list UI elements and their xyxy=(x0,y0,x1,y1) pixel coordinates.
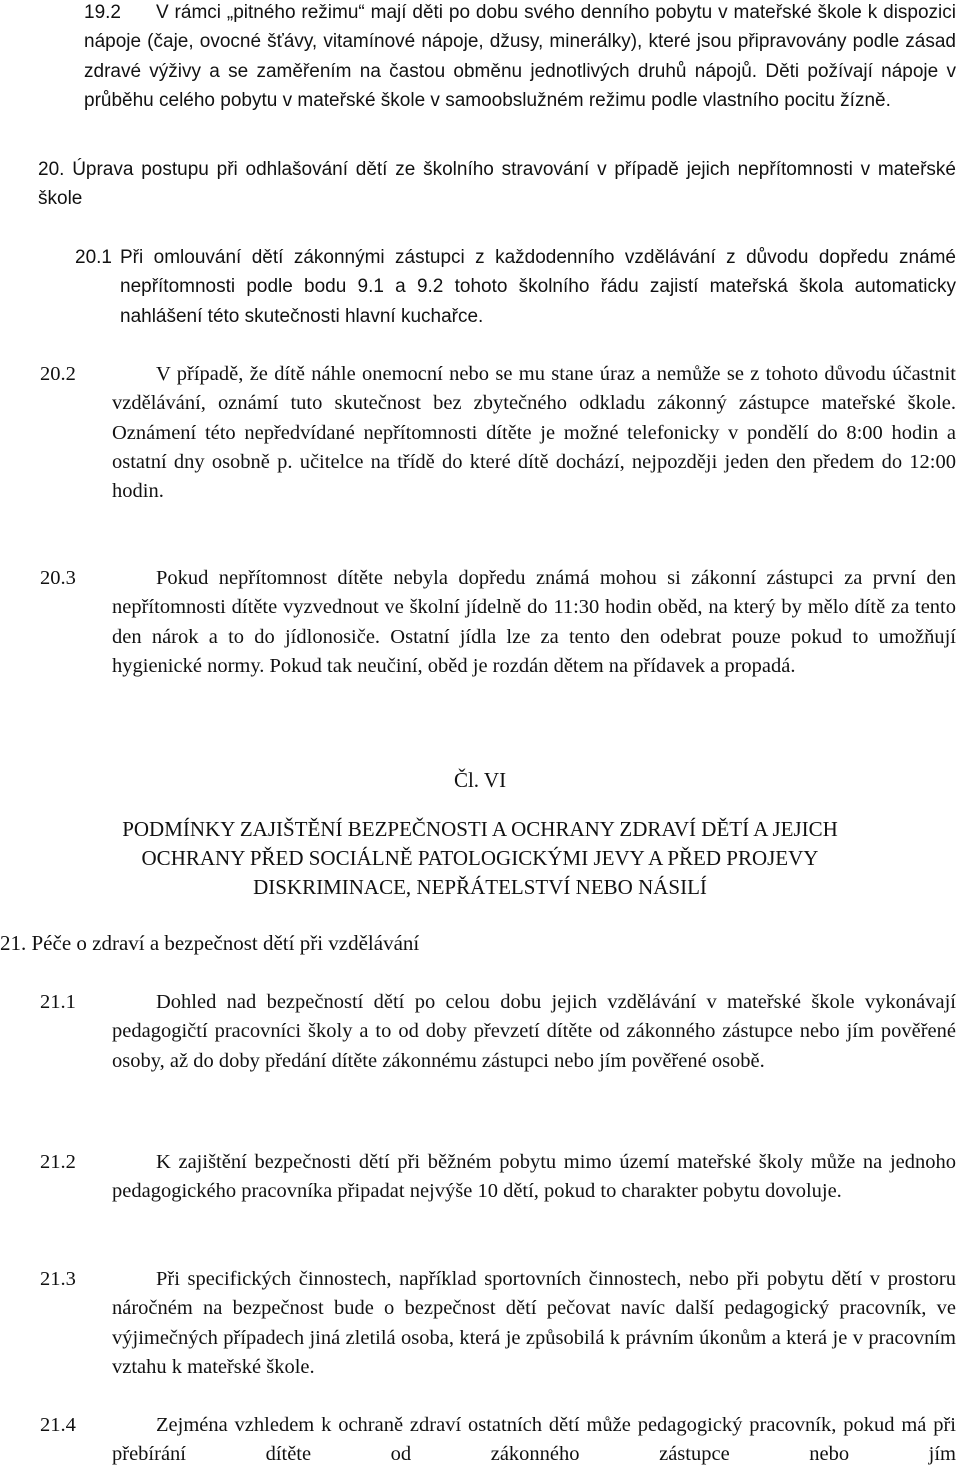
paragraph-number: 21.4 xyxy=(40,1414,76,1436)
paragraph-number: 20.1 xyxy=(75,247,112,268)
paragraph-20-1 xyxy=(75,243,956,331)
paragraph-20-2 xyxy=(40,360,956,506)
paragraph-text: Při specifických činnostech, například sportovních činnostech, nebo při pobytu dětí v prostoru náročném na bezpečnost bude o bezpečnost dětí pečovat navíc další pedagogický pracovník, ve výjimečných případech jiná zletilá osoba, která je způsobilá k právním úkonům a která je v pracovním vztahu k mateřské škole. xyxy=(112,1268,956,1378)
paragraph-21-4 xyxy=(40,1411,956,1470)
paragraph-text: Při omlouvání dětí zákonnými zástupci z každodenního vzdělávání z důvodu dopředu známé nepřítomnosti podle bodu 9.1 a 9.2 tohoto školního řádu zajistí mateřská škola automaticky nahlášení této skutečnosti hlavní kuchařce. xyxy=(120,247,956,327)
paragraph-text: Pokud nepřítomnost dítěte nebyla dopředu známá mohou si zákonní zástupci za první den nepřítomnosti dítěte vyzvednout ve školní jídelně do 11:30 hodin oběd, na který by mělo dítě za tento den nárok a to do jídlonosiče. Ostatní jídla lze za tento den odebrat pouze pokud to umožňují hygienické normy. Pokud tak neučiní, oběd je rozdán dětem na přídavek a propadá. xyxy=(112,567,956,677)
section-heading-20 xyxy=(38,155,956,214)
paragraph-text: K zajištění bezpečnosti dětí při běžném pobytu mimo území mateřské školy může na jednoho pedagogického pracovníka připadat nejvýše 10 dětí, pokud to charakter pobytu dovoluje. xyxy=(112,1151,956,1203)
paragraph-number: 20.2 xyxy=(40,363,76,385)
chapter-title-line-1: PODMÍNKY ZAJIŠTĚNÍ BEZPEČNOSTI A OCHRANY ZDRAVÍ DĚTÍ A JEJICH xyxy=(122,817,838,841)
section-heading-21: 21. Péče o zdraví a bezpečnost dětí při vzdělávání xyxy=(0,931,420,955)
paragraph-20-3 xyxy=(40,564,956,681)
paragraph-number: 20.3 xyxy=(40,567,76,589)
paragraph-text: Zejména vzhledem k ochraně zdraví ostatních dětí může pedagogický pracovník, pokud má při přebírání dítěte od zákonného zástupce nebo jím xyxy=(112,1414,956,1466)
paragraph-19-2 xyxy=(84,0,956,115)
paragraph-text: V rámci „pitného režimu“ mají děti po dobu svého denního pobytu v mateřské škole k dispozici nápoje (čaje, ovocné šťávy, vitamínové nápoje, džusy, minerálky), které jsou připravovány podle zásad zdravé výživy a se zaměřením na častou obměnu jednotlivých druhů nápojů. Děti požívají nápoje v průběhu celého pobytu v mateřské škole v samoobslužném režimu podle vlastního pocitu žízně. xyxy=(84,2,956,111)
paragraph-text: Dohled nad bezpečností dětí po celou dobu jejich vzdělávání v mateřské škole vykonávají pedagogičtí pracovníci školy a to od doby převzetí dítěte od zákonného zástupce nebo jím pověřené osoby, až do doby předání dítěte zákonnému zástupci nebo jím pověřené osobě. xyxy=(112,991,956,1072)
paragraph-21-1 xyxy=(40,988,956,1076)
chapter-title-line-3: DISKRIMINACE, NEPŘÁTELSTVÍ NEBO NÁSILÍ xyxy=(253,875,707,899)
chapter-title-line-2: OCHRANY PŘED SOCIÁLNĚ PATOLOGICKÝMI JEVY A PŘED PROJEVY xyxy=(141,846,819,870)
paragraph-number: 19.2 xyxy=(84,2,121,23)
paragraph-number: 21.1 xyxy=(40,991,76,1013)
paragraph-21-2 xyxy=(40,1148,956,1207)
chapter-label: Čl. VI xyxy=(453,768,507,792)
paragraph-21-3 xyxy=(40,1265,956,1382)
paragraph-number: 21.2 xyxy=(40,1151,76,1173)
paragraph-number: 21.3 xyxy=(40,1268,76,1290)
paragraph-text: V případě, že dítě náhle onemocní nebo se mu stane úraz a nemůže se z tohoto důvodu účastnit vzdělávání, oznámí tuto skutečnost bez zbytečného odkladu zákonný zástupce mateřské škole. Oznámení této nepředvídané nepřítomnosti dítěte je možné telefonicky v pondělí do 8:00 hodin a ostatní dny osobně p. učitelce na třídě do které dítě dochází, nejpozději jeden den předem do 12:00 hodin. xyxy=(112,363,956,503)
section-heading-text: 20. Úprava postupu při odhlašování dětí ze školního stravování v případě jejich nepřítomnosti v mateřské škole xyxy=(38,159,956,210)
